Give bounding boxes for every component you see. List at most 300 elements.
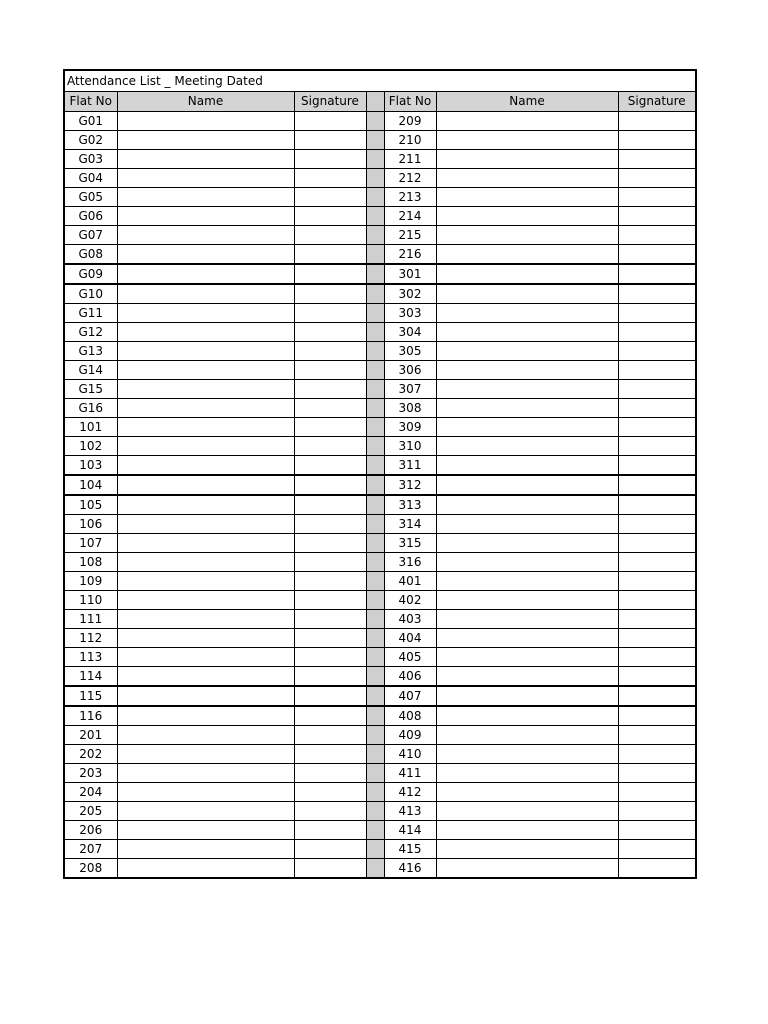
name-cell[interactable] [436, 495, 618, 515]
signature-cell[interactable] [294, 609, 366, 628]
column-spacer [366, 763, 384, 782]
name-cell[interactable] [117, 744, 294, 763]
column-spacer [366, 455, 384, 475]
column-spacer [366, 92, 384, 111]
table-row [65, 495, 695, 515]
signature-cell[interactable] [618, 590, 695, 609]
signature-cell[interactable] [618, 130, 695, 149]
column-spacer [366, 552, 384, 571]
name-cell[interactable] [436, 763, 618, 782]
flat-no-cell: G05 [65, 187, 117, 206]
name-cell[interactable] [117, 609, 294, 628]
flat-no-cell: 404 [384, 628, 436, 647]
header-name-right: Name [436, 92, 618, 111]
column-spacer [366, 609, 384, 628]
flat-no-cell: 314 [384, 514, 436, 533]
name-cell[interactable] [117, 706, 294, 726]
table-row [65, 398, 695, 417]
signature-cell[interactable] [618, 495, 695, 515]
column-spacer [366, 571, 384, 590]
signature-cell[interactable] [618, 111, 695, 130]
signature-cell[interactable] [294, 379, 366, 398]
signature-cell[interactable] [618, 149, 695, 168]
name-cell[interactable] [117, 341, 294, 360]
name-cell[interactable] [117, 168, 294, 187]
flat-no-cell: G10 [65, 284, 117, 304]
name-cell[interactable] [436, 417, 618, 436]
name-cell[interactable] [117, 475, 294, 495]
column-spacer [366, 341, 384, 360]
flat-no-cell: G13 [65, 341, 117, 360]
signature-cell[interactable] [294, 686, 366, 706]
table-row [65, 552, 695, 571]
flat-no-cell: G08 [65, 244, 117, 264]
name-cell[interactable] [436, 149, 618, 168]
signature-cell[interactable] [618, 360, 695, 379]
signature-cell[interactable] [294, 284, 366, 304]
name-cell[interactable] [436, 514, 618, 533]
table-row [65, 341, 695, 360]
flat-no-cell: 107 [65, 533, 117, 552]
name-cell[interactable] [436, 360, 618, 379]
signature-cell[interactable] [294, 858, 366, 877]
signature-cell[interactable] [618, 609, 695, 628]
signature-cell[interactable] [618, 706, 695, 726]
name-cell[interactable] [117, 801, 294, 820]
name-cell[interactable] [436, 284, 618, 304]
signature-cell[interactable] [294, 647, 366, 666]
signature-cell[interactable] [294, 552, 366, 571]
table-row [65, 514, 695, 533]
name-cell[interactable] [117, 666, 294, 686]
flat-no-cell: G02 [65, 130, 117, 149]
flat-no-cell: 115 [65, 686, 117, 706]
signature-cell[interactable] [618, 303, 695, 322]
attendance-rows [65, 111, 695, 877]
signature-cell[interactable] [618, 686, 695, 706]
name-cell[interactable] [117, 225, 294, 244]
column-spacer [366, 360, 384, 379]
signature-cell[interactable] [618, 628, 695, 647]
name-cell[interactable] [436, 801, 618, 820]
table-row [65, 628, 695, 647]
signature-cell[interactable] [618, 244, 695, 264]
signature-cell[interactable] [618, 284, 695, 304]
flat-no-cell: 406 [384, 666, 436, 686]
flat-no-cell: 412 [384, 782, 436, 801]
flat-no-cell: 101 [65, 417, 117, 436]
signature-cell[interactable] [618, 744, 695, 763]
name-cell[interactable] [117, 111, 294, 130]
flat-no-cell: 212 [384, 168, 436, 187]
signature-cell[interactable] [294, 571, 366, 590]
name-cell[interactable] [436, 225, 618, 244]
name-cell[interactable] [117, 130, 294, 149]
signature-cell[interactable] [618, 225, 695, 244]
table-row [65, 801, 695, 820]
signature-cell[interactable] [294, 820, 366, 839]
signature-cell[interactable] [294, 264, 366, 284]
flat-no-cell: 407 [384, 686, 436, 706]
flat-no-cell: G07 [65, 225, 117, 244]
name-cell[interactable] [117, 322, 294, 341]
name-cell[interactable] [436, 436, 618, 455]
signature-cell[interactable] [294, 341, 366, 360]
signature-cell[interactable] [618, 436, 695, 455]
signature-cell[interactable] [618, 782, 695, 801]
signature-cell[interactable] [618, 552, 695, 571]
table-row [65, 168, 695, 187]
flat-no-cell: 315 [384, 533, 436, 552]
signature-cell[interactable] [294, 706, 366, 726]
name-cell[interactable] [117, 398, 294, 417]
name-cell[interactable] [436, 571, 618, 590]
flat-no-cell: G15 [65, 379, 117, 398]
table-row [65, 686, 695, 706]
name-cell[interactable] [436, 590, 618, 609]
name-cell[interactable] [117, 379, 294, 398]
signature-cell[interactable] [294, 801, 366, 820]
name-cell[interactable] [436, 398, 618, 417]
signature-cell[interactable] [294, 514, 366, 533]
name-cell[interactable] [436, 379, 618, 398]
header-signature-right: Signature [618, 92, 695, 111]
flat-no-cell: 305 [384, 341, 436, 360]
signature-cell[interactable] [294, 839, 366, 858]
signature-cell[interactable] [618, 264, 695, 284]
flat-no-cell: 414 [384, 820, 436, 839]
table-row [65, 706, 695, 726]
attendance-table [65, 92, 695, 877]
signature-cell[interactable] [294, 206, 366, 225]
table-row [65, 455, 695, 475]
header-signature-left: Signature [294, 92, 366, 111]
column-spacer [366, 225, 384, 244]
table-row [65, 379, 695, 398]
flat-no-cell: 311 [384, 455, 436, 475]
column-spacer [366, 187, 384, 206]
column-spacer [366, 379, 384, 398]
signature-cell[interactable] [294, 187, 366, 206]
name-cell[interactable] [436, 168, 618, 187]
name-cell[interactable] [436, 858, 618, 877]
column-spacer [366, 839, 384, 858]
table-row [65, 839, 695, 858]
signature-cell[interactable] [618, 475, 695, 495]
signature-cell[interactable] [294, 168, 366, 187]
table-row [65, 284, 695, 304]
signature-cell[interactable] [294, 130, 366, 149]
name-cell[interactable] [436, 820, 618, 839]
column-spacer [366, 533, 384, 552]
column-spacer [366, 206, 384, 225]
flat-no-cell: 310 [384, 436, 436, 455]
signature-cell[interactable] [294, 782, 366, 801]
signature-cell[interactable] [294, 495, 366, 515]
flat-no-cell: 403 [384, 609, 436, 628]
signature-cell[interactable] [294, 398, 366, 417]
name-cell[interactable] [117, 284, 294, 304]
name-cell[interactable] [436, 666, 618, 686]
signature-cell[interactable] [618, 858, 695, 877]
name-cell[interactable] [436, 455, 618, 475]
name-cell[interactable] [436, 782, 618, 801]
table-row [65, 666, 695, 686]
signature-cell[interactable] [618, 763, 695, 782]
name-cell[interactable] [117, 206, 294, 225]
flat-no-cell: 104 [65, 475, 117, 495]
flat-no-cell: 415 [384, 839, 436, 858]
name-cell[interactable] [436, 264, 618, 284]
name-cell[interactable] [117, 628, 294, 647]
signature-cell[interactable] [618, 206, 695, 225]
flat-no-cell: 209 [384, 111, 436, 130]
flat-no-cell: 216 [384, 244, 436, 264]
column-spacer [366, 264, 384, 284]
flat-no-cell: G03 [65, 149, 117, 168]
signature-cell[interactable] [294, 744, 366, 763]
signature-cell[interactable] [618, 725, 695, 744]
name-cell[interactable] [436, 322, 618, 341]
name-cell[interactable] [436, 706, 618, 726]
table-row [65, 725, 695, 744]
flat-no-cell: 416 [384, 858, 436, 877]
signature-cell[interactable] [294, 533, 366, 552]
flat-no-cell: 402 [384, 590, 436, 609]
signature-cell[interactable] [618, 322, 695, 341]
name-cell[interactable] [436, 628, 618, 647]
signature-cell[interactable] [294, 628, 366, 647]
flat-no-cell: 405 [384, 647, 436, 666]
table-row [65, 436, 695, 455]
flat-no-cell: 307 [384, 379, 436, 398]
column-spacer [366, 801, 384, 820]
flat-no-cell: 401 [384, 571, 436, 590]
signature-cell[interactable] [618, 820, 695, 839]
name-cell[interactable] [117, 244, 294, 264]
name-cell[interactable] [117, 552, 294, 571]
table-row [65, 206, 695, 225]
signature-cell[interactable] [294, 225, 366, 244]
signature-cell[interactable] [618, 341, 695, 360]
attendance-sheet [63, 69, 697, 879]
name-cell[interactable] [436, 647, 618, 666]
flat-no-cell: 215 [384, 225, 436, 244]
name-cell[interactable] [436, 187, 618, 206]
signature-cell[interactable] [294, 149, 366, 168]
name-cell[interactable] [117, 782, 294, 801]
flat-no-cell: 408 [384, 706, 436, 726]
name-cell[interactable] [436, 303, 618, 322]
name-cell[interactable] [117, 455, 294, 475]
flat-no-cell: 309 [384, 417, 436, 436]
header-name-left: Name [117, 92, 294, 111]
column-spacer [366, 590, 384, 609]
table-row [65, 609, 695, 628]
name-cell[interactable] [436, 341, 618, 360]
name-cell[interactable] [117, 495, 294, 515]
name-cell[interactable] [436, 839, 618, 858]
flat-no-cell: G04 [65, 168, 117, 187]
name-cell[interactable] [117, 686, 294, 706]
name-cell[interactable] [117, 264, 294, 284]
signature-cell[interactable] [618, 839, 695, 858]
signature-cell[interactable] [618, 514, 695, 533]
name-cell[interactable] [117, 858, 294, 877]
table-row [65, 571, 695, 590]
name-cell[interactable] [117, 725, 294, 744]
name-cell[interactable] [117, 820, 294, 839]
signature-cell[interactable] [618, 647, 695, 666]
name-cell[interactable] [117, 647, 294, 666]
flat-no-cell: 111 [65, 609, 117, 628]
name-cell[interactable] [117, 149, 294, 168]
name-cell[interactable] [436, 552, 618, 571]
flat-no-cell: 206 [65, 820, 117, 839]
table-row [65, 590, 695, 609]
name-cell[interactable] [117, 187, 294, 206]
flat-no-cell: 201 [65, 725, 117, 744]
table-row [65, 858, 695, 877]
name-cell[interactable] [117, 571, 294, 590]
table-row [65, 647, 695, 666]
column-spacer [366, 725, 384, 744]
signature-cell[interactable] [294, 417, 366, 436]
flat-no-cell: 410 [384, 744, 436, 763]
flat-no-cell: 306 [384, 360, 436, 379]
column-spacer [366, 244, 384, 264]
signature-cell[interactable] [618, 801, 695, 820]
signature-cell[interactable] [618, 571, 695, 590]
signature-cell[interactable] [294, 303, 366, 322]
column-spacer [366, 666, 384, 686]
name-cell[interactable] [436, 725, 618, 744]
flat-no-cell: 213 [384, 187, 436, 206]
signature-cell[interactable] [618, 379, 695, 398]
flat-no-cell: G11 [65, 303, 117, 322]
flat-no-cell: 316 [384, 552, 436, 571]
table-row [65, 782, 695, 801]
flat-no-cell: 102 [65, 436, 117, 455]
signature-cell[interactable] [294, 360, 366, 379]
column-spacer [366, 686, 384, 706]
flat-no-cell: 207 [65, 839, 117, 858]
flat-no-cell: G14 [65, 360, 117, 379]
signature-cell[interactable] [618, 187, 695, 206]
column-spacer [366, 820, 384, 839]
signature-cell[interactable] [618, 533, 695, 552]
table-row [65, 360, 695, 379]
name-cell[interactable] [117, 533, 294, 552]
table-row [65, 820, 695, 839]
signature-cell[interactable] [294, 436, 366, 455]
table-row [65, 130, 695, 149]
name-cell[interactable] [436, 609, 618, 628]
table-row [65, 303, 695, 322]
flat-no-cell: 108 [65, 552, 117, 571]
flat-no-cell: G06 [65, 206, 117, 225]
flat-no-cell: 103 [65, 455, 117, 475]
name-cell[interactable] [436, 686, 618, 706]
signature-cell[interactable] [294, 666, 366, 686]
name-cell[interactable] [436, 130, 618, 149]
name-cell[interactable] [436, 475, 618, 495]
column-spacer [366, 417, 384, 436]
signature-cell[interactable] [618, 398, 695, 417]
column-spacer [366, 744, 384, 763]
name-cell[interactable] [117, 839, 294, 858]
name-cell[interactable] [436, 206, 618, 225]
name-cell[interactable] [117, 763, 294, 782]
name-cell[interactable] [117, 303, 294, 322]
column-spacer [366, 706, 384, 726]
column-spacer [366, 475, 384, 495]
column-spacer [366, 322, 384, 341]
name-cell[interactable] [436, 111, 618, 130]
name-cell[interactable] [117, 590, 294, 609]
header-row [65, 92, 695, 111]
column-spacer [366, 858, 384, 877]
flat-no-cell: 204 [65, 782, 117, 801]
flat-no-cell: G01 [65, 111, 117, 130]
table-row [65, 322, 695, 341]
table-row [65, 744, 695, 763]
flat-no-cell: 202 [65, 744, 117, 763]
table-row [65, 111, 695, 130]
signature-cell[interactable] [294, 111, 366, 130]
signature-cell[interactable] [294, 590, 366, 609]
name-cell[interactable] [117, 417, 294, 436]
flat-no-cell: 205 [65, 801, 117, 820]
name-cell[interactable] [436, 244, 618, 264]
name-cell[interactable] [436, 533, 618, 552]
signature-cell[interactable] [294, 475, 366, 495]
flat-no-cell: G16 [65, 398, 117, 417]
column-spacer [366, 130, 384, 149]
table-row [65, 264, 695, 284]
signature-cell[interactable] [294, 763, 366, 782]
signature-cell[interactable] [618, 417, 695, 436]
flat-no-cell: 308 [384, 398, 436, 417]
flat-no-cell: 106 [65, 514, 117, 533]
flat-no-cell: 413 [384, 801, 436, 820]
signature-cell[interactable] [294, 244, 366, 264]
signature-cell[interactable] [618, 455, 695, 475]
flat-no-cell: G12 [65, 322, 117, 341]
column-spacer [366, 647, 384, 666]
flat-no-cell: 109 [65, 571, 117, 590]
sheet-title: Attendance List _ Meeting Dated [65, 71, 695, 92]
header-flat-no-left: Flat No [65, 92, 117, 111]
signature-cell[interactable] [618, 168, 695, 187]
flat-no-cell: 411 [384, 763, 436, 782]
table-row [65, 533, 695, 552]
name-cell[interactable] [117, 514, 294, 533]
column-spacer [366, 436, 384, 455]
signature-cell[interactable] [294, 322, 366, 341]
name-cell[interactable] [117, 360, 294, 379]
flat-no-cell: 214 [384, 206, 436, 225]
signature-cell[interactable] [294, 455, 366, 475]
name-cell[interactable] [436, 744, 618, 763]
flat-no-cell: 301 [384, 264, 436, 284]
flat-no-cell: 302 [384, 284, 436, 304]
name-cell[interactable] [117, 436, 294, 455]
signature-cell[interactable] [294, 725, 366, 744]
signature-cell[interactable] [618, 666, 695, 686]
flat-no-cell: 303 [384, 303, 436, 322]
flat-no-cell: 304 [384, 322, 436, 341]
